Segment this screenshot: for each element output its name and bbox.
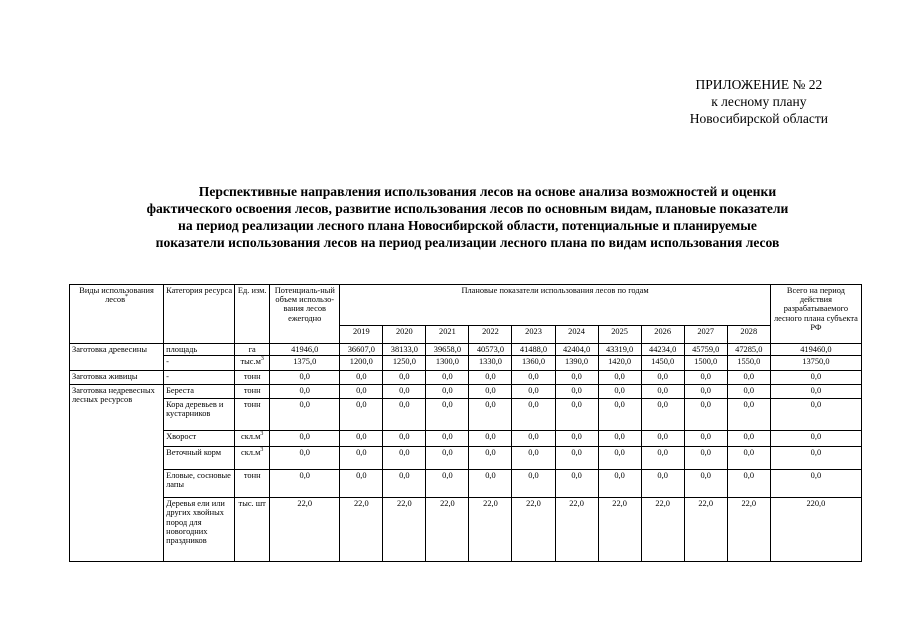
row-year-value: 0,0 xyxy=(727,399,770,431)
row-year-value: 0,0 xyxy=(383,399,426,431)
row-category: Веточный корм xyxy=(164,447,235,470)
row-year-value: 1450,0 xyxy=(641,356,684,371)
row-year-value: 0,0 xyxy=(340,385,383,399)
row-year-value: 40573,0 xyxy=(469,344,512,356)
header-year: 2027 xyxy=(684,326,727,344)
row-year-value: 0,0 xyxy=(469,371,512,385)
row-unit: тыс. шт xyxy=(235,498,270,562)
header-year: 2028 xyxy=(727,326,770,344)
row-category: Хворост xyxy=(164,431,235,447)
row-year-value: 22,0 xyxy=(469,498,512,562)
row-year-value: 0,0 xyxy=(555,470,598,498)
row-year-value: 0,0 xyxy=(426,371,469,385)
row-year-value: 0,0 xyxy=(340,371,383,385)
row-year-value: 0,0 xyxy=(512,470,555,498)
title-line-3: на период реализации лесного плана Новосибирской области, потенциальные и планируемые xyxy=(178,218,757,233)
row-total: 0,0 xyxy=(770,431,861,447)
table-row xyxy=(70,498,862,562)
row-year-value: 0,0 xyxy=(340,431,383,447)
row-year-value: 0,0 xyxy=(684,447,727,470)
row-year-value: 22,0 xyxy=(340,498,383,562)
row-type: Заготовка древесины xyxy=(70,344,164,371)
row-year-value: 1250,0 xyxy=(383,356,426,371)
row-year-value: 0,0 xyxy=(727,431,770,447)
row-potential: 0,0 xyxy=(270,399,340,431)
row-year-value: 0,0 xyxy=(641,431,684,447)
row-year-value: 0,0 xyxy=(598,399,641,431)
row-year-value: 22,0 xyxy=(512,498,555,562)
row-type: Заготовка живицы xyxy=(70,371,164,385)
row-year-value: 0,0 xyxy=(512,431,555,447)
header-year: 2021 xyxy=(426,326,469,344)
row-total: 13750,0 xyxy=(770,356,861,371)
row-year-value: 0,0 xyxy=(383,470,426,498)
row-category: - xyxy=(164,356,235,371)
row-unit: тонн xyxy=(235,399,270,431)
document-title xyxy=(100,183,835,251)
row-year-value: 38133,0 xyxy=(383,344,426,356)
row-year-value: 0,0 xyxy=(641,470,684,498)
row-year-value: 0,0 xyxy=(555,431,598,447)
row-year-value: 0,0 xyxy=(426,399,469,431)
row-total: 220,0 xyxy=(770,498,861,562)
row-type: Заготовка недревесных лесных ресурсов xyxy=(70,385,164,562)
row-year-value: 1200,0 xyxy=(340,356,383,371)
row-category: Еловые, сосновые лапы xyxy=(164,470,235,498)
header-year: 2025 xyxy=(598,326,641,344)
row-year-value: 0,0 xyxy=(340,447,383,470)
row-year-value: 0,0 xyxy=(469,385,512,399)
row-year-value: 47285,0 xyxy=(727,344,770,356)
row-year-value: 39658,0 xyxy=(426,344,469,356)
row-year-value: 0,0 xyxy=(383,431,426,447)
header-types: Виды использования лесов* xyxy=(70,285,164,344)
appendix-block xyxy=(690,76,828,127)
title-line-4: показатели использования лесов на период реализации лесного плана по видам использования лесов xyxy=(155,235,780,250)
row-year-value: 0,0 xyxy=(340,470,383,498)
row-year-value: 22,0 xyxy=(684,498,727,562)
row-category: площадь xyxy=(164,344,235,356)
row-year-value: 0,0 xyxy=(641,399,684,431)
table-row xyxy=(70,356,862,371)
row-year-value: 0,0 xyxy=(641,371,684,385)
table-row xyxy=(70,385,862,399)
row-year-value: 0,0 xyxy=(340,399,383,431)
row-year-value: 0,0 xyxy=(383,385,426,399)
row-year-value: 0,0 xyxy=(727,371,770,385)
row-year-value: 0,0 xyxy=(469,470,512,498)
row-year-value: 1390,0 xyxy=(555,356,598,371)
table-row xyxy=(70,470,862,498)
row-year-value: 22,0 xyxy=(383,498,426,562)
row-year-value: 1360,0 xyxy=(512,356,555,371)
row-total: 0,0 xyxy=(770,470,861,498)
row-unit: га xyxy=(235,344,270,356)
header-year: 2022 xyxy=(469,326,512,344)
row-year-value: 0,0 xyxy=(598,447,641,470)
row-total: 0,0 xyxy=(770,399,861,431)
table-row xyxy=(70,431,862,447)
row-year-value: 0,0 xyxy=(469,447,512,470)
row-year-value: 22,0 xyxy=(555,498,598,562)
row-unit: $скл.м^3$ xyxy=(235,431,270,447)
forest-use-table xyxy=(69,284,862,562)
header-year: 2020 xyxy=(383,326,426,344)
row-year-value: 44234,0 xyxy=(641,344,684,356)
row-potential: 22,0 xyxy=(270,498,340,562)
row-year-value: 22,0 xyxy=(727,498,770,562)
row-year-value: 0,0 xyxy=(555,371,598,385)
title-line-2: фактического освоения лесов, развитие использования лесов по основным видам, плановые показатели xyxy=(146,201,789,216)
row-year-value: 0,0 xyxy=(426,447,469,470)
row-year-value: 0,0 xyxy=(512,385,555,399)
appendix-number: ПРИЛОЖЕНИЕ № 22 xyxy=(695,77,823,92)
row-year-value: 0,0 xyxy=(641,447,684,470)
table-row xyxy=(70,447,862,470)
row-potential: 0,0 xyxy=(270,447,340,470)
row-year-value: 0,0 xyxy=(727,470,770,498)
row-unit: тонн xyxy=(235,470,270,498)
row-year-value: 0,0 xyxy=(383,371,426,385)
header-year: 2026 xyxy=(641,326,684,344)
row-year-value: 0,0 xyxy=(684,431,727,447)
table-row xyxy=(70,371,862,385)
row-category: Деревья ели или других хвойных пород для новогодних праздников xyxy=(164,498,235,562)
row-year-value: 22,0 xyxy=(598,498,641,562)
row-unit: тонн xyxy=(235,371,270,385)
row-potential: 41946,0 xyxy=(270,344,340,356)
row-year-value: 0,0 xyxy=(426,470,469,498)
header-category: Категория ресурса xyxy=(164,285,235,344)
row-year-value: 0,0 xyxy=(469,399,512,431)
row-year-value: 0,0 xyxy=(555,399,598,431)
row-year-value: 1500,0 xyxy=(684,356,727,371)
header-year: 2019 xyxy=(340,326,383,344)
row-potential: 1375,0 xyxy=(270,356,340,371)
row-year-value: 0,0 xyxy=(555,447,598,470)
row-potential: 0,0 xyxy=(270,371,340,385)
row-year-value: 0,0 xyxy=(555,385,598,399)
row-category: Береста xyxy=(164,385,235,399)
row-total: 0,0 xyxy=(770,385,861,399)
header-year: 2023 xyxy=(512,326,555,344)
row-unit: $тыс.м^3$ xyxy=(235,356,270,371)
header-planned: Плановые показатели использования лесов по годам xyxy=(340,285,771,326)
header-year: 2024 xyxy=(555,326,598,344)
row-unit: тонн xyxy=(235,385,270,399)
row-year-value: 0,0 xyxy=(684,385,727,399)
row-total: 419460,0 xyxy=(770,344,861,356)
header-potential: Потенциаль-ный объем использо-вания лесов ежегодно xyxy=(270,285,340,344)
row-year-value: 0,0 xyxy=(684,399,727,431)
row-year-value: 1300,0 xyxy=(426,356,469,371)
row-year-value: 1550,0 xyxy=(727,356,770,371)
row-total: 0,0 xyxy=(770,371,861,385)
table-row xyxy=(70,344,862,356)
row-year-value: 0,0 xyxy=(598,431,641,447)
row-year-value: 0,0 xyxy=(512,371,555,385)
row-year-value: 36607,0 xyxy=(340,344,383,356)
row-year-value: 22,0 xyxy=(426,498,469,562)
row-category: - xyxy=(164,371,235,385)
row-potential: 0,0 xyxy=(270,470,340,498)
row-year-value: 1420,0 xyxy=(598,356,641,371)
row-year-value: 0,0 xyxy=(598,385,641,399)
row-total: 0,0 xyxy=(770,447,861,470)
row-year-value: 0,0 xyxy=(598,470,641,498)
appendix-reference: к лесному плану xyxy=(711,94,807,109)
row-year-value: 0,0 xyxy=(426,431,469,447)
row-potential: 0,0 xyxy=(270,431,340,447)
row-year-value: 0,0 xyxy=(598,371,641,385)
row-year-value: 0,0 xyxy=(727,385,770,399)
row-year-value: 0,0 xyxy=(641,385,684,399)
row-year-value: 0,0 xyxy=(426,385,469,399)
row-potential: 0,0 xyxy=(270,385,340,399)
row-year-value: 0,0 xyxy=(684,470,727,498)
row-year-value: 0,0 xyxy=(512,399,555,431)
row-year-value: 0,0 xyxy=(512,447,555,470)
row-year-value: 0,0 xyxy=(383,447,426,470)
row-year-value: 22,0 xyxy=(641,498,684,562)
row-year-value: 43319,0 xyxy=(598,344,641,356)
table-row xyxy=(70,399,862,431)
row-year-value: 0,0 xyxy=(727,447,770,470)
row-year-value: 42404,0 xyxy=(555,344,598,356)
row-year-value: 41488,0 xyxy=(512,344,555,356)
row-year-value: 0,0 xyxy=(469,431,512,447)
row-year-value: 1330,0 xyxy=(469,356,512,371)
header-unit: Ед. изм. xyxy=(235,285,270,344)
row-unit: $скл.м^3$ xyxy=(235,447,270,470)
row-year-value: 45759,0 xyxy=(684,344,727,356)
row-year-value: 0,0 xyxy=(684,371,727,385)
row-category: Кора деревьев и кустарников xyxy=(164,399,235,431)
appendix-region: Новосибирской области xyxy=(689,111,828,126)
header-total: Всего на период действия разрабатываемого лесного плана субъекта РФ xyxy=(770,285,861,344)
title-line-1: Перспективные направления использования лесов на основе анализа возможностей и оценки xyxy=(198,184,777,199)
